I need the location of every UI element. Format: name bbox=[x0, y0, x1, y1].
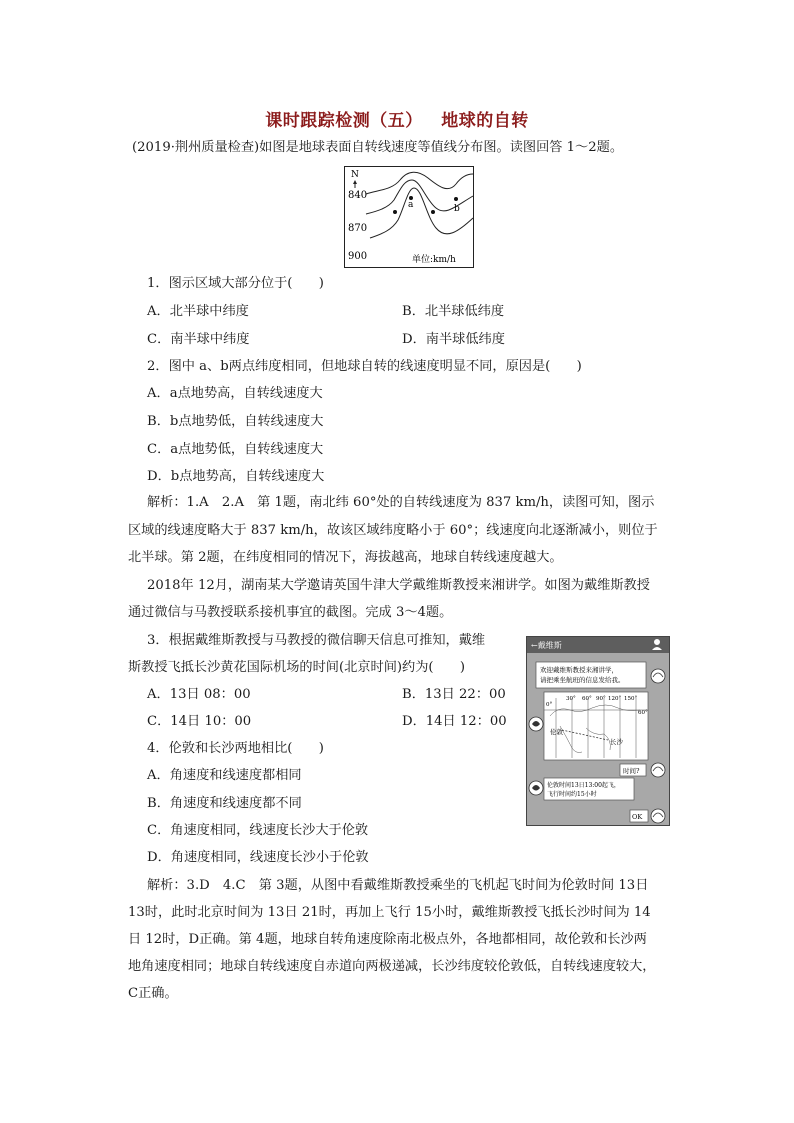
isoline-figure bbox=[344, 166, 474, 272]
q3-stem-line-2: 斯教授飞抵长沙黄花国际机场的时间(北京时间)约为( ) bbox=[128, 660, 466, 675]
q3-option-c: C．14日 10：00 bbox=[147, 714, 252, 729]
point-a-label: a bbox=[408, 200, 414, 210]
q4-stem: 4．伦敦和长沙两地相比( ) bbox=[147, 741, 324, 756]
q2-option-c: C．a点地势低，自转线速度大 bbox=[147, 442, 324, 457]
q4-option-c: C．角速度相同，线速度长沙大于伦敦 bbox=[147, 823, 369, 838]
q3-option-b: B．13日 22：00 bbox=[402, 687, 506, 702]
q1-stem: 1．图示区域大部分位于( ) bbox=[147, 276, 324, 291]
map-deg-120: 120° bbox=[608, 696, 622, 702]
wechat-svg bbox=[526, 636, 670, 826]
intro-text-1: (2019·荆州质量检查)如图是地球表面自转线速度等值线分布图。读图回答 1～2题。 bbox=[132, 140, 624, 155]
unit-label: 单位:km/h bbox=[412, 255, 456, 265]
map-lat-60: 60° bbox=[638, 710, 648, 716]
q1-option-d: D．南半球低纬度 bbox=[402, 332, 505, 347]
answer-2-line-1: 解析：3.D 4.C 第 3题，从图中看戴维斯教授乘坐的飞机起飞时间为伦敦时间 13日 bbox=[147, 878, 649, 893]
chat-header: ←戴维斯 bbox=[531, 641, 562, 650]
answer-2-line-2: 13时，此时北京时间为 13日 21时，再加上飞行 15小时，戴维斯教授飞抵长沙时间为 14 bbox=[128, 905, 651, 920]
q2-stem: 2．图中 a、b两点纬度相同，但地球自转的线速度明显不同，原因是( ) bbox=[147, 359, 582, 374]
avatar-ma-3 bbox=[651, 809, 665, 823]
msg-2: 时间? bbox=[623, 767, 640, 775]
q2-option-a: A．a点地势高，自转线速度大 bbox=[147, 386, 323, 401]
isoline-label-840: 840 bbox=[348, 190, 368, 201]
map-deg-90: 90° bbox=[596, 696, 606, 702]
q3-option-a: A．13日 08：00 bbox=[147, 687, 251, 702]
title-main: 课时跟踪检测（五） bbox=[265, 111, 423, 131]
north-label: N bbox=[351, 170, 359, 180]
map-london: 伦敦 bbox=[550, 728, 563, 736]
map-deg-150: 150° bbox=[624, 696, 638, 702]
q4-option-d: D．角速度相同，线速度长沙小于伦敦 bbox=[147, 850, 369, 865]
intro-2-line-1: 2018年 12月，湖南某大学邀请英国牛津大学戴维斯教授来湘讲学。如图为戴维斯教授 bbox=[147, 578, 650, 593]
q1-option-c: C．南半球中纬度 bbox=[147, 332, 250, 347]
dot-1 bbox=[393, 210, 397, 214]
map-deg-60: 60° bbox=[582, 696, 592, 702]
q3-option-d: D．14日 12：00 bbox=[402, 714, 507, 729]
answer-1-line-3: 北半球。第 2题，在纬度相同的情况下，海拔越高，地球自转线速度越大。 bbox=[128, 550, 563, 565]
dot-2 bbox=[431, 210, 435, 214]
map-changsha: 长沙 bbox=[610, 738, 623, 746]
answer-1-line-2: 区域的线速度略大于 837 km/h，故该区域纬度略小于 60°；线速度向北逐渐减小，则位于 bbox=[128, 523, 658, 538]
answer-2-line-3: 日 12时，D正确。第 4题，地球自转角速度除南北极点外，各地都相同，故伦敦和长沙两 bbox=[128, 932, 647, 947]
msg-1-line-2: 请把乘坐航班的信息发给我。 bbox=[540, 676, 625, 684]
page-title bbox=[0, 106, 794, 131]
isoline-svg bbox=[344, 166, 474, 268]
q4-option-b: B．角速度和线速度都不同 bbox=[147, 796, 302, 811]
q1-option-b: B．北半球低纬度 bbox=[402, 304, 505, 319]
isoline-label-900: 900 bbox=[348, 251, 368, 262]
q3-stem-line-1: 3．根据戴维斯教授与马教授的微信聊天信息可推知，戴维 bbox=[147, 633, 486, 648]
msg-4: OK bbox=[632, 813, 643, 821]
isoline-label-870: 870 bbox=[348, 223, 368, 234]
q4-option-a: A．角速度和线速度都相同 bbox=[147, 768, 302, 783]
title-sub: 地球的自转 bbox=[441, 111, 529, 131]
avatar-ma-2 bbox=[651, 763, 665, 777]
answer-2-line-5: C正确。 bbox=[128, 986, 178, 1001]
answer-1-line-1: 解析：1.A 2.A 第 1题，南北纬 60°处的自转线速度为 837 km/h，读图可知，图示 bbox=[147, 495, 655, 510]
msg-1-line-1: 欢迎戴维斯教授来湘讲学， bbox=[540, 666, 618, 674]
intro-2-line-2: 通过微信与马教授联系接机事宜的截图。完成 3～4题。 bbox=[128, 605, 453, 620]
map-image bbox=[544, 692, 648, 760]
point-b-label: b bbox=[454, 204, 460, 214]
map-deg-0: 0° bbox=[546, 702, 553, 708]
msg-3-line-1: 伦敦时间13日13:00起飞， bbox=[547, 782, 620, 789]
q2-option-d: D．b点地势高，自转线速度大 bbox=[147, 469, 325, 484]
wechat-figure bbox=[526, 636, 670, 830]
msg-3-line-2: 飞行时间约15小时 bbox=[547, 791, 597, 798]
avatar-ma-1 bbox=[651, 669, 665, 683]
q1-option-a: A．北半球中纬度 bbox=[147, 304, 249, 319]
point-b-dot bbox=[454, 197, 458, 201]
answer-2-line-4: 地角速度相同；地球自转线速度自赤道向两极递减，长沙纬度较伦敦低，自转线速度较大， bbox=[128, 959, 656, 974]
map-deg-30: 30° bbox=[566, 696, 576, 702]
q2-option-b: B．b点地势低，自转线速度大 bbox=[147, 414, 324, 429]
